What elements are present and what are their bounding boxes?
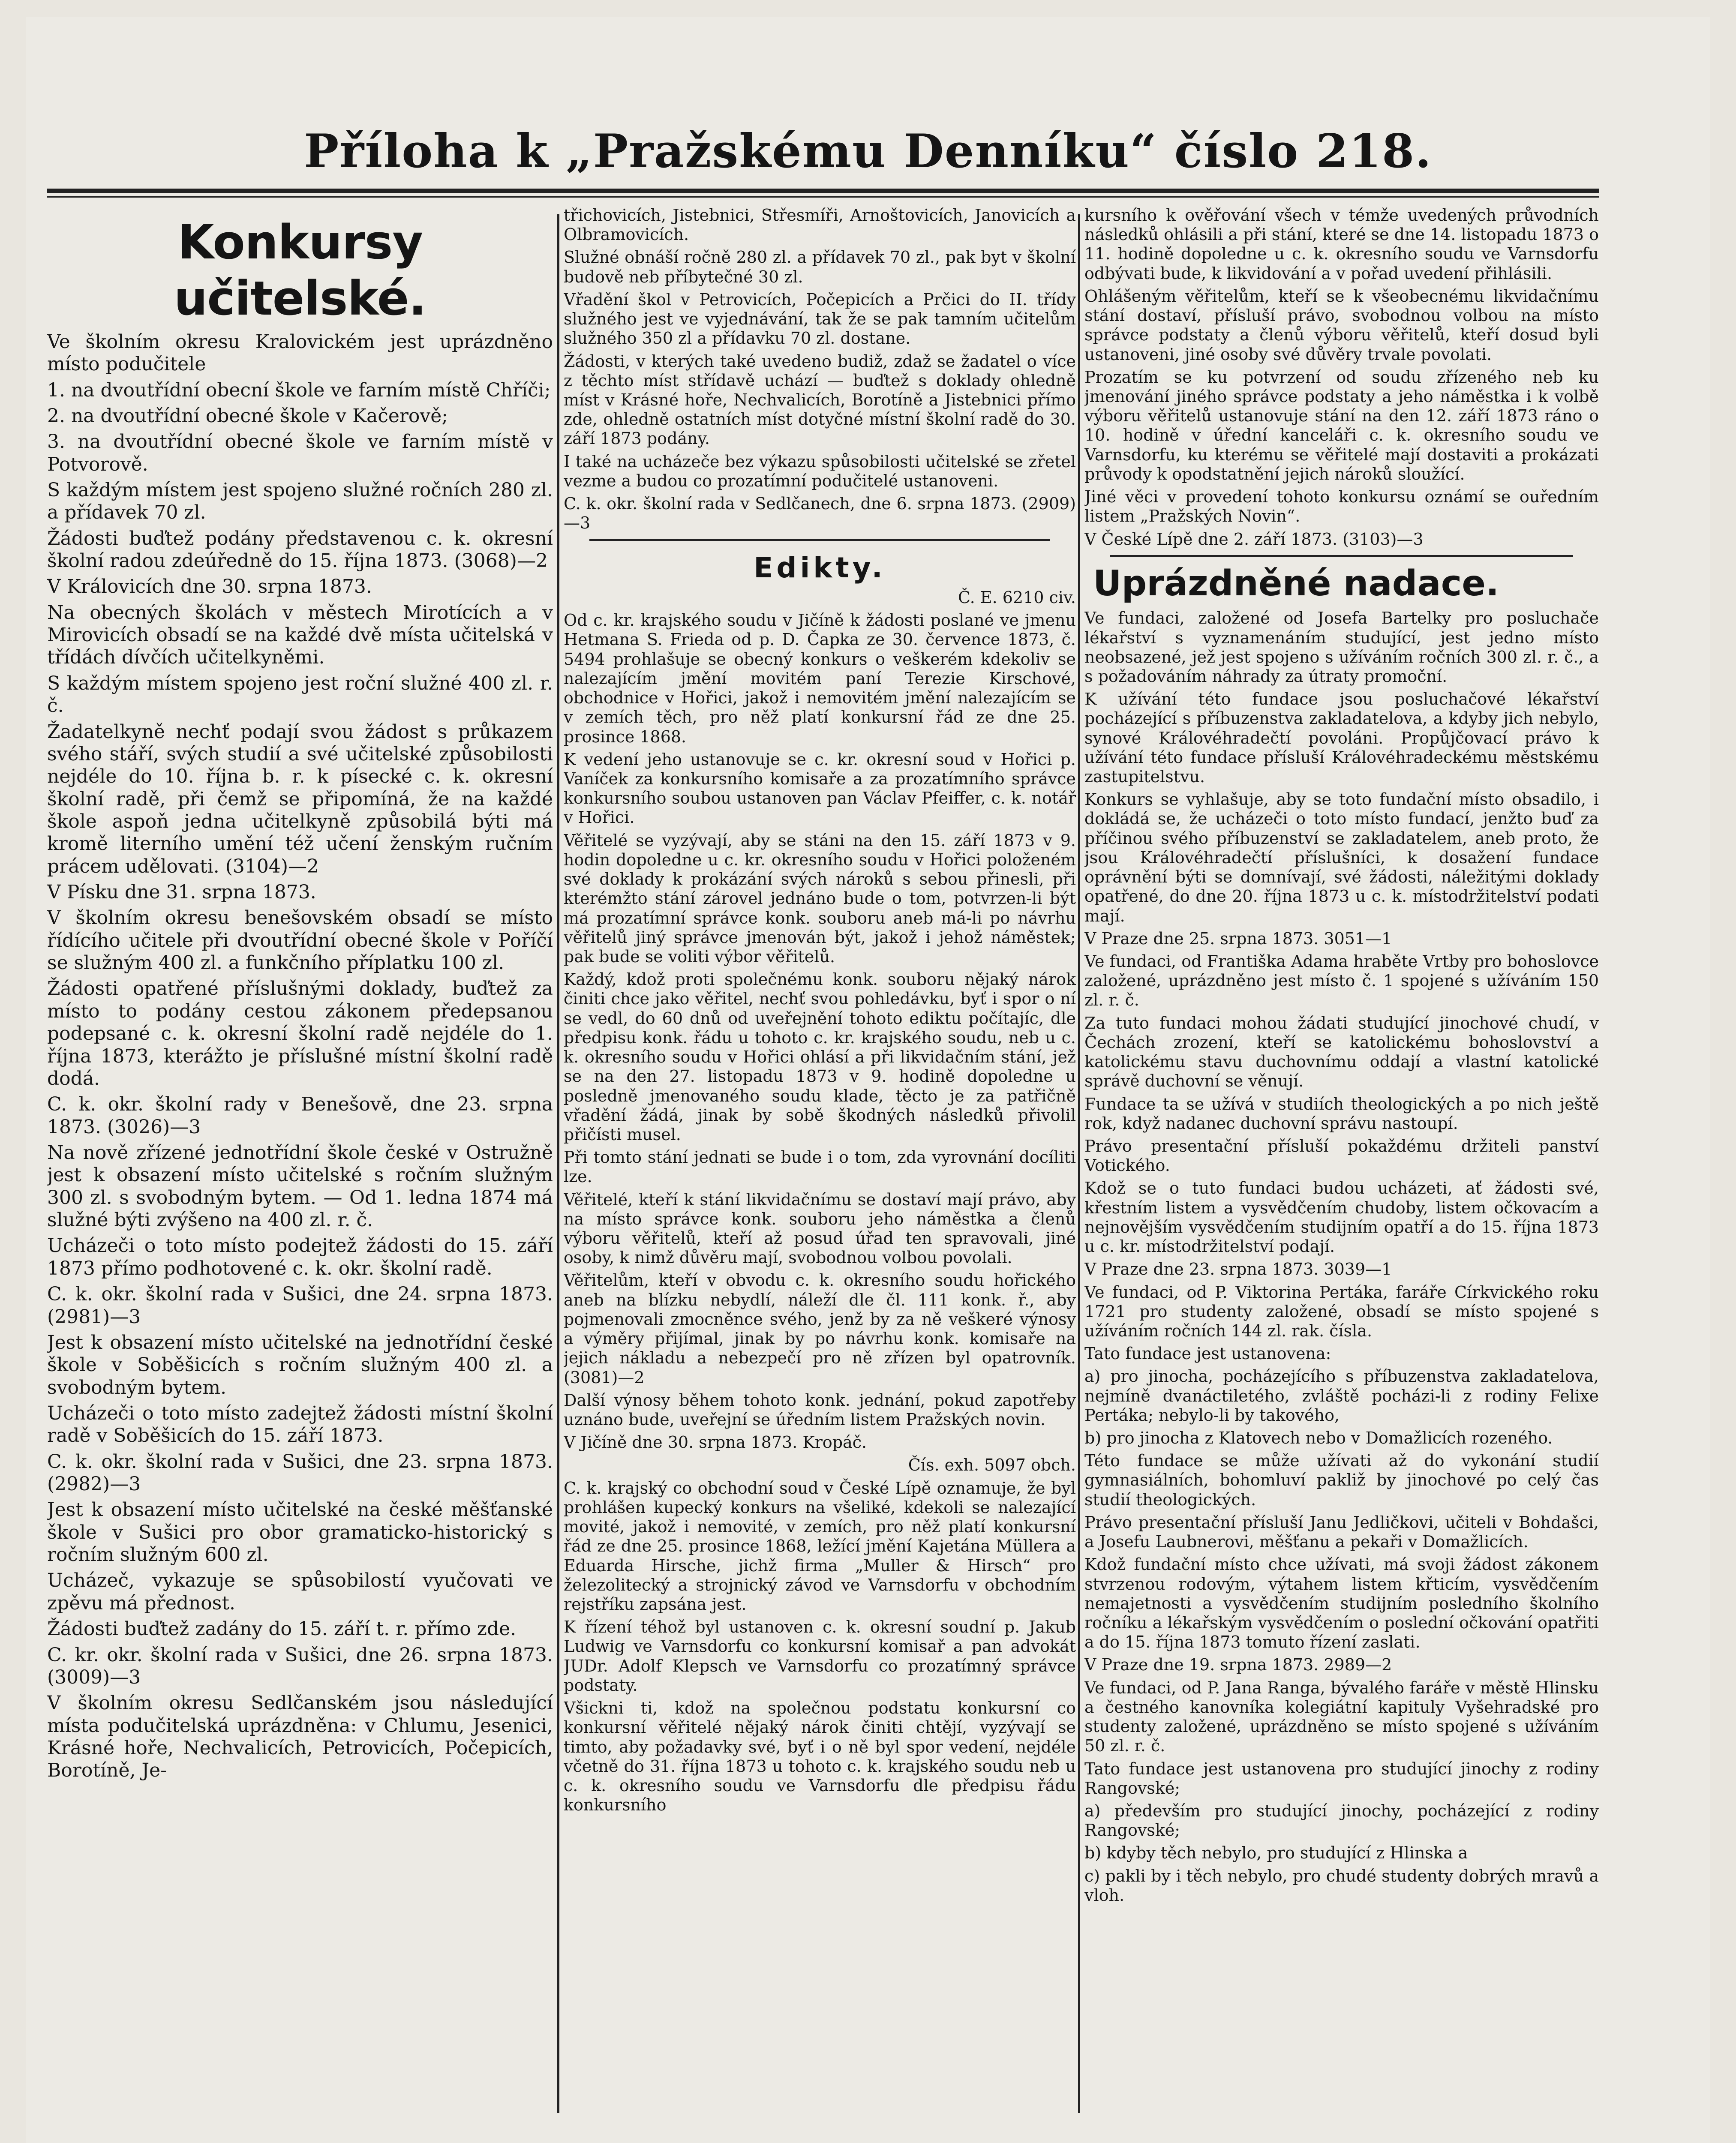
paragraph: kursního k ověřování všech v témže uvedených průvodních následků ohlásili a při stání, které se dne 14. listopadu 1873 o 11. hodině dopoledne u c. k. okresního soudu ve Varnsdorfu odbývati bude, k likvidování a v pořad uvedení přihlásili. bbox=[1084, 206, 1599, 283]
paragraph: 2. na dvoutřídní obecné škole v Kačerově; bbox=[47, 405, 448, 427]
paragraph: b) pro jinocha z Klatovech nebo v Domažlicích rozeného. bbox=[1084, 1429, 1553, 1448]
column-3 bbox=[1084, 206, 1599, 2113]
paragraph: Žádosti opatřené příslušnými doklady, buďtež za místo to podány cestou zákonem předepsanou podepsané c. k. okresní školní radě nejdéle do 1. října 1873, kterážto je příslušné místní školní radě dodá. bbox=[47, 978, 553, 1090]
header-rule bbox=[47, 189, 1599, 193]
section-heading-nadace: Uprázdněné nadace. bbox=[1093, 563, 1499, 604]
paragraph: Ohlášeným věřitelům, kteří se k všeobecnému likvidačnímu stání dostaví, přísluší právo, svobodnou volbou na místo správce podstaty a členů výboru věřitelů, kteří dosud byli ustanoveni, jiné osoby své důvěry trvale povolati. bbox=[1084, 286, 1599, 364]
section-divider bbox=[589, 539, 1050, 541]
reference-number: Č. E. 6210 civ. bbox=[958, 588, 1076, 607]
paragraph: V Praze dne 23. srpna 1873. 3039—1 bbox=[1084, 1260, 1392, 1279]
paragraph: třichovicích, Jistebnici, Střesmíři, Arnoštovicích, Janovicích a Olbramovicích. bbox=[564, 206, 1076, 244]
paragraph: V Praze dne 19. srpna 1873. 2989—2 bbox=[1084, 1655, 1392, 1675]
paragraph: b) kdyby těch nebylo, pro studující z Hlinska a bbox=[1084, 1843, 1468, 1863]
paragraph: V Praze dne 25. srpna 1873. 3051—1 bbox=[1084, 929, 1392, 948]
paragraph: 1. na dvoutřídní obecní škole ve farním místě Chříči; bbox=[47, 379, 551, 401]
column-2-body bbox=[564, 206, 1076, 533]
paragraph: V školním okresu benešovském obsadí se místo řídícího učitele při dvoutřídní obecné škole v Poříčí se služným 400 zl. a funkčního příplatku 100 zl. bbox=[47, 907, 553, 974]
paragraph: S každým místem spojeno jest roční služné 400 zl. r. č. bbox=[47, 672, 553, 717]
reference-number: Čís. exh. 5097 obch. bbox=[908, 1456, 1076, 1475]
paragraph: Ve školním okresu Kralovickém jest uprázdněno místo podučitele bbox=[47, 330, 553, 375]
paragraph: Prozatím se ku potvrzení od soudu zřízeného neb ku jmenování jiného správce podstaty a jeho náměstka i k volbě výboru věřitelů ustanovuje stání na den 12. září 1873 ráno o 10. hodině v úřední kanceláři c. k. okresního soudu ve Varnsdorfu, ku kterému se věřitelé mají dostaviti a prokázati průvody k opodstatnění jejich nároků sloužící. bbox=[1084, 367, 1599, 483]
paragraph: Této fundace se může užívati až do vykonání studií gymnasiálních, bohomluví pakliž by jinochové po celý čas studií theologických. bbox=[1084, 1451, 1599, 1509]
paragraph: I také na ucházeče bez výkazu spůsobilosti učitelské se zřetel vezme a budou co prozatímní podučitelé ustanoveni. bbox=[564, 452, 1076, 490]
paragraph: Tato fundace jest ustanovena pro studující jinochy z rodiny Rangovské; bbox=[1084, 1759, 1599, 1798]
edikt-2-body bbox=[564, 1479, 1076, 1815]
paragraph: Vřadění škol v Petrovicích, Počepicích a Prčici do II. třídy služného jest ve vyjednávání, tak že se pak tamním učitelům služného 350 zl a přídavku 70 zl. dostane. bbox=[564, 290, 1076, 348]
paragraph: Právo presentační přísluší pokaždému držiteli panství Votického. bbox=[1084, 1136, 1599, 1175]
column-1 bbox=[47, 206, 553, 2113]
paragraph: V České Lípě dne 2. září 1873. (3103)—3 bbox=[1084, 529, 1424, 549]
paragraph: Od c. kr. krajského soudu v Jičíně k žádosti poslané ve jmenu Hetmana S. Frieda od p. D. Čapka ze 30. července 1873, č. 5494 prohlašuje se obecný konkurs o veškerém kdekoliv se nalezajícím jmění movitém paní Terezie Kirschové, obchodnice v Hořici, jakož i nemovitém jmění nalezajícím se v zemích těch, pro něž platí konkursní řád ze dne 25. prosince 1868. bbox=[564, 611, 1076, 746]
paragraph: Věřitelé, kteří k stání likvidačnímu se dostaví mají právo, aby na místo správce konk. souboru jeho náměstka a členů výboru věřitelů, kteří až posud úřad ten spravovali, jiné osoby, k nimž důvěru mají, svobodnou volbou povolali. bbox=[564, 1190, 1076, 1267]
paragraph: Jiné věci v provedení tohoto konkursu oznámí se ouředním listem „Pražských Novin“. bbox=[1084, 487, 1599, 526]
column-1-body bbox=[47, 331, 553, 1782]
column-3-body bbox=[1084, 206, 1599, 549]
section-heading-edikty: Edikty. bbox=[754, 551, 886, 584]
paragraph: Žádosti buďtež zadány do 15. září t. r. přímo zde. bbox=[47, 1618, 517, 1640]
paragraph: a) pro jinocha, pocházejícího s příbuzenstva zakladatelova, nejmíně dvanáctiletého, zvláště pocházi-li z rodiny Felixe Pertáka; nebylo-li by takového, bbox=[1084, 1367, 1599, 1425]
paragraph: C. k. okr. školní rada v Sušici, dne 23. srpna 1873. (2982)—3 bbox=[47, 1450, 553, 1495]
paragraph: Kdož se o tuto fundaci budou ucházeti, ať žádosti své, křestním listem a vysvědčením chudoby, listem očkovacím a nejnovějším vysvědčením studijním opatří a do 15. října 1873 u c. kr. místodržitelství podají. bbox=[1084, 1179, 1599, 1256]
paragraph: Při tomto stání jednati se bude i o tom, zda vyrovnání docíliti lze. bbox=[564, 1148, 1076, 1186]
paragraph: Jest k obsazení místo učitelské na jednotřídní české škole v Soběšicích s ročním služným 400 zl. a svobodným bytem. bbox=[47, 1331, 553, 1399]
paragraph: V školním okresu Sedlčanském jsou následující místa podučitelská uprázdněna: v Chlumu, Jesenici, Krásné hoře, Nechvalicích, Petrovicích, Počepicích, Borotíně, Je- bbox=[47, 1692, 553, 1782]
paragraph: Konkurs se vyhlašuje, aby se toto fundační místo obsadilo, i dokládá se, že ucházeči o toto místo fundací, jenžto buď za příčinou svého příbuzenství se zakladatelem, aneb proto, že jsou Královéhradečtí příslušníci, k dosažení fundace oprávnění býti se domnívají, své žádosti, náležitými doklady opatřené, do dne 20. října 1873 u c. k. místodržitelství podati mají. bbox=[1084, 790, 1599, 925]
paragraph: Ucházeč, vykazuje se spůsobilostí vyučovati ve zpěvu má přednost. bbox=[47, 1570, 553, 1614]
section-divider bbox=[1110, 555, 1573, 557]
paragraph: Každý, kdož proti společnému konk. souboru nějaký nárok činiti chce jako věřitel, nechť svou pohledávku, byť i spor o ní se vedl, do 60 dnů od uveřejnění tohoto ediktu počítajíc, dle předpisu konk. řádu u tohoto c. kr. krajského soudu, neb u c. k. okresního soudu v Hořici ohlásí a při likvidačním stání, jež se na den 27. listopadu 1873 v 9. hodině dopoledne u posledně jmenovaného soudu klade, těcto je za patřičně vřadění žádá, jinak by sobě škodných následků přivolil přičísti musel. bbox=[564, 970, 1076, 1144]
paragraph: c) pakli by i těch nebylo, pro chudé studenty dobrých mravů a vloh. bbox=[1084, 1866, 1599, 1905]
paragraph: Služné obnáší ročně 280 zl. a přídavek 70 zl., pak byt v školní budově neb příbytečné 30 zl. bbox=[564, 248, 1076, 286]
paragraph: Za tuto fundaci mohou žádati studující jinochové chudí, v Čechách zrození, kteří se katolickému bohoslovství a katolickému stavu duchovnímu oddají a vlastní katolické správě duchovní se věnují. bbox=[1084, 1013, 1599, 1091]
paragraph: K užívání této fundace jsou posluchačové lékařství pocházející s příbuzenstva zakladatelova, a kdyby jich nebylo, synové Královéhradečtí povoláni. Propůjčovací právo k užívání této fundace přísluší Královéhradeckému městskému zastupitelstvu. bbox=[1084, 690, 1599, 786]
paragraph: Právo presentační přísluší Janu Jedličkovi, učiteli v Bohdašci, a Josefu Laubnerovi, měšťanu a pekaři v Domažlicích. bbox=[1084, 1513, 1599, 1552]
paragraph: Na nově zřízené jednotřídní škole české v Ostružně jest k obsazení místo učitelské s ročním služným 300 zl. s svobodným bytem. — Od 1. ledna 1874 má služné býti zvýšeno na 400 zl. r. č. bbox=[47, 1142, 553, 1231]
paragraph: Žadatelkyně nechť podají svou žádost s průkazem svého stáří, svých studií a své učitelské způsobilosti nejdéle do 10. října b. r. k písecké c. k. okresní školní radě, při čemž se připomíná, že na každé škole aspoň jedna učitelkyně způsobilá býti má kromě literního umění též učení ženským ručním prácem udělovati. (3104)—2 bbox=[47, 720, 553, 877]
paragraph: C. k. okr. školní rada v Sedlčanech, dne 6. srpna 1873. (2909)—3 bbox=[564, 494, 1076, 533]
paragraph: Všickni ti, kdož na společnou podstatu konkursní co konkursní věřitelé nějaký nárok činiti chtějí, vyzývají se timto, aby požadavky své, byť i o ně byl spor vedení, nejdéle včetně do 31. října 1873 u tohoto c. k. krajského soudu neb u c. k. okresního soudu ve Varnsdorfu dle předpisu řádu konkursního bbox=[564, 1699, 1076, 1815]
column-2 bbox=[564, 206, 1076, 2113]
paragraph: Ve fundaci, od P. Viktorina Pertáka, faráře Církvického roku 1721 pro studenty založené, obsadí se místo spojené s užíváním ročních 144 zl. rak. čísla. bbox=[1084, 1282, 1599, 1340]
column-divider bbox=[557, 214, 559, 2113]
page-title: Příloha k „Pražskému Denníku“ číslo 218. bbox=[304, 124, 1432, 178]
paragraph: Žádosti buďtež podány představenou c. k. okresní školní radou zdeúředně do 15. října 1873. (3068)—2 bbox=[47, 527, 553, 572]
paragraph: Ucházeči o toto místo zadejtež žádosti místní školní radě v Soběšicích do 15. září 1873. bbox=[47, 1402, 553, 1447]
paragraph: Ve fundaci, od Františka Adama hraběte Vrtby pro bohoslovce založené, uprázdněno jest místo č. 1 spojené s užíváním 150 zl. r. č. bbox=[1084, 952, 1599, 1010]
paragraph: V Jičíně dne 30. srpna 1873. Kropáč. bbox=[564, 1433, 867, 1452]
paragraph: C. kr. okr. školní rada v Sušici, dne 26. srpna 1873. (3009)—3 bbox=[47, 1644, 553, 1688]
edikt-1-body bbox=[564, 611, 1076, 1452]
paragraph: Ve fundaci, založené od Josefa Bartelky pro posluchače lékařství s vyznamenáním studující, jest jedno místo neobsazené, jež jest spojeno s užíváním ročních 300 zl. r. č., a s požadováním náhrady za útraty promoční. bbox=[1084, 609, 1599, 686]
paragraph: Věřitelům, kteří v obvodu c. k. okresního soudu hořického aneb na blízku nebydlí, náleží dle čl. 111 konk. ř., aby pojmenovali zmocněnce svého, jenž by za ně veškeré výnosy a výměry přijímal, jinak by po návrhu konk. komisaře na jejich nákladu a nebezpečí pro ně zřízen byl opatrovník. (3081)—2 bbox=[564, 1271, 1076, 1387]
paragraph: S každým místem jest spojeno služné ročních 280 zl. a přídavek 70 zl. bbox=[47, 479, 553, 524]
nadace-body bbox=[1084, 609, 1599, 1905]
paragraph: C. k. krajský co obchodní soud v České Lípě oznamuje, že byl prohlášen kupecký konkurs na všeliké, kdekoli se nalezající movité, jakož i nemovité, v zemích, pro něž platí konkursní řád ze dne 25. prosince 1868, ležící jmění Kajetána Müllera a Eduarda Hirsche, jichž firma „Muller & Hirsch“ pro železolitecký a strojnický závod ve Varnsdorfu v obchodním rejstříku zapsána jest. bbox=[564, 1478, 1076, 1614]
paragraph: K řízení téhož byl ustanoven c. k. okresní soudní p. Jakub Ludwig ve Varnsdorfu co konkursní komisař a pan advokát JUDr. Adolf Klepsch ve Varnsdorfu co prozatímný správce podstaty. bbox=[564, 1618, 1076, 1695]
paragraph: V Písku dne 31. srpna 1873. bbox=[47, 881, 316, 903]
paragraph: Fundace ta se užívá v studiích theologických a po nich ještě rok, když nadanec duchovní správu nastoupí. bbox=[1084, 1094, 1599, 1133]
paragraph: Žádosti, v kterých také uvedeno budiž, zdaž se žadatel o více z těchto míst střídavě uchází — buďtež s doklady ohledně míst v Krásné hoře, Nechvalicích, Borotíně a Jistebnici přímo zde, ohledně ostatních míst dotyčné místní školní radě do 30. září 1873 podány. bbox=[564, 351, 1076, 448]
section-heading-konkursy: Konkursy učitelské. bbox=[174, 215, 426, 326]
paragraph: Ve fundaci, od P. Jana Ranga, bývalého faráře v městě Hlinsku a čestného kanovníka kolegiátní kapituly Vyšehradské pro studenty založené, uprázdněno se místo spojené s užíváním 50 zl. r. č. bbox=[1084, 1678, 1599, 1756]
paragraph: Ucházeči o toto místo podejtež žádosti do 15. září 1873 přímo podhotovené c. k. okr. školní radě. bbox=[47, 1235, 553, 1279]
newspaper-page bbox=[26, 17, 1710, 2143]
paragraph: 3. na dvoutřídní obecné škole ve farním místě v Potvorově. bbox=[47, 431, 553, 475]
paragraph: a) především pro studující jinochy, pocházející z rodiny Rangovské; bbox=[1084, 1801, 1599, 1840]
header-rule-thin bbox=[47, 196, 1599, 198]
paragraph: C. k. okr. školní rady v Benešově, dne 23. srpna 1873. (3026)—3 bbox=[47, 1093, 553, 1138]
column-divider bbox=[1078, 214, 1080, 2113]
paragraph: Jest k obsazení místo učitelské na české měšťanské škole v Sušici pro obor gramaticko-historický s ročním služným 600 zl. bbox=[47, 1499, 553, 1566]
paragraph: V Královicích dne 30. srpna 1873. bbox=[47, 576, 372, 598]
paragraph: Další výnosy během tohoto konk. jednání, pokud zapotřeby uznáno bude, uveřejní se úředním listem Pražských novin. bbox=[564, 1390, 1076, 1429]
paragraph: Na obecných školách v městech Mirotících a v Mirovicích obsadí se na každé dvě místa učitelská v třídách dívčích učitelkyněmi. bbox=[47, 601, 553, 669]
paragraph: Věřitelé se vyzývají, aby se stáni na den 15. září 1873 v 9. hodin dopoledne u c. kr. okresního soudu v Hořici položeném své doklady k prokázání svých nároků s sebou přinesli, při kterémžto stání zárovel jednáno bude o tom, potvrzen-li být má prozatímní správce konk. souboru aneb má-li po návrhu věřitelů jiný správce jmenován být, jakož i jehož náměstek; pak bude se voliti výbor věřitelů. bbox=[564, 831, 1076, 966]
paragraph: Kdož fundační místo chce užívati, má svoji žádost zákonem stvrzenou rodovým, výtahem listem křticím, vysvědčením nemajetnosti a vysvědčením studijním posledního školního ročníku a lékařským vysvědčením o poslední očkování opatřiti a do 15. října 1873 tomuto řízení zaslati. bbox=[1084, 1555, 1599, 1652]
paragraph: Tato fundace jest ustanovena: bbox=[1084, 1344, 1331, 1363]
paragraph: K vedení jeho ustanovuje se c. kr. okresní soud v Hořici p. Vaníček za konkursního komisaře a za prozatímního správce konkursního soubou ustanoven pan Václav Pfeiffer, c. k. notář v Hořici. bbox=[564, 750, 1076, 827]
paragraph: C. k. okr. školní rada v Sušici, dne 24. srpna 1873. (2981)—3 bbox=[47, 1283, 553, 1328]
